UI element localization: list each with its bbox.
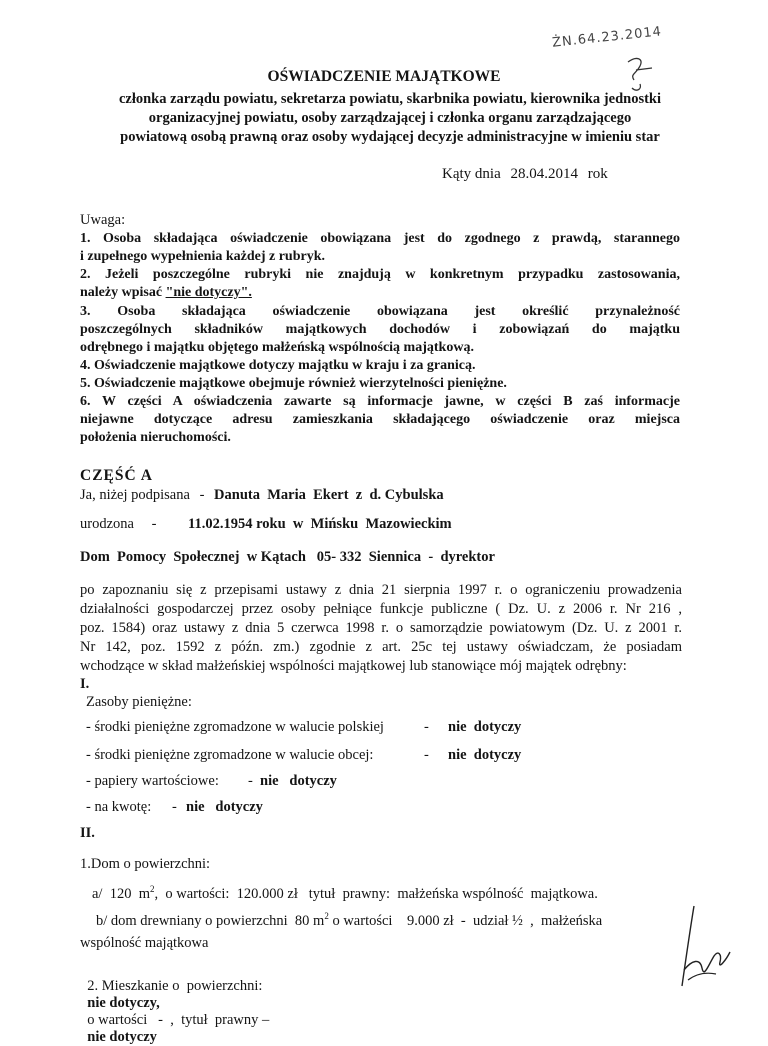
born-label: urodzona [80,516,134,532]
remark-line-8: 4. Oświadczenie majątkowe dotyczy majątku w kraju i za granicą. [80,358,476,373]
handwritten-reference-text: ŻN.64.23.2014 [551,24,663,51]
section-1-numeral: I. [80,676,90,692]
subtitle-line-2: organizacyjnej powiatu, osoby zarządzającej i członka organu zarządzającego [148,110,632,126]
flat-area: nie dotyczy, [87,995,160,1011]
securities-dash: - [248,773,253,789]
remark-quoted-phrase: "nie dotyczy". [165,285,252,300]
remark-line-11: niejawne dotyczące adresu zamieszkania składającego oświadczenie oraz miejsca [80,412,680,427]
amount-value: nie dotyczy [186,799,263,815]
remark-line-7: odrębnego i majątku objętego małżeńską wspólnością majątkową. [80,340,474,355]
amount-dash: - [172,799,177,815]
cash-pln-dash: - [424,719,429,735]
house-heading: 1.Dom o powierzchni: [80,856,211,872]
part-a-heading: CZĘŚĆ A [80,467,153,484]
signatory-dash: - [199,487,205,503]
section-1-heading: Zasoby pieniężne: [86,694,192,710]
house-b-prefix: b/ dom drewniany o powierzchni 80 m [96,912,325,929]
house-b-sup: 2 [324,911,329,921]
subtitle-line-1: członka zarządu powiatu, sekretarza powiatu, skarbnika powiatu, kierownika jednostki [118,91,662,107]
remark-line-2: i zupełnego wypełnienia każdej z rubryk. [80,249,326,264]
cash-foreign-value: nie dotyczy [448,747,522,763]
birth-line [80,516,452,533]
subtitle-line-3: powiatową osobą prawną oraz osoby wydającej decyzje administracyjne w imieniu star [120,129,660,145]
employment-line: Dom Pomocy Społecznej w Kątach 05- 332 Siennica - dyrektor [80,549,495,565]
intro-line-3: poz. 1584) oraz ustawy z dnia 5 czerwca 1998 r. o samorządzie powiatowym (Dz. U. z 2001 r. [80,620,682,636]
date-suffix: rok [587,166,608,182]
flat-title: nie dotyczy [87,1029,157,1045]
house-a-line [92,884,598,903]
intro-line-1: po zapoznaniu się z przepisami ustawy z dnia 21 sierpnia 1997 r. o ograniczeniu prowadzenia [80,582,682,598]
remark-line-4 [80,285,680,301]
document-date: 28.04.2014 [510,166,578,182]
remarks-heading: Uwaga: [80,212,126,228]
full-name: Danuta Maria Ekert z d. Cybulska [214,487,444,503]
remark-line-4-text: należy wpisać [80,285,163,300]
birth-date-place: 11.02.1954 roku w Mińsku Mazowieckim [188,516,452,532]
place-date [442,166,608,183]
remark-line-6: poszczególnych składników majątkowych dochodów i zobowiązań do majątku [80,322,680,337]
document-title: OŚWIADCZENIE MAJĄTKOWE [267,68,501,85]
cash-pln-value: nie dotyczy [448,719,522,735]
signed-prefix: Ja, niżej podpisana [80,487,190,503]
birth-dash: - [151,516,157,532]
intro-line-2: działalności gospodarczej przez osoby pełniące funkcje publiczne ( Dz. U. z 2006 r. Nr 216 , [80,601,682,617]
handwritten-reference [552,24,663,50]
house-b-line [96,911,602,930]
signatory-line [80,487,444,504]
remark-line-12: położenia nieruchomości. [80,430,231,445]
remark-line-3: 2. Jeżeli poszczególne rubryki nie znajdują w konkretnym przypadku zastosowania, [80,267,680,282]
remark-line-5: 3. Osoba składająca oświadczenie obowiązana jest określić przynależność [80,304,680,319]
house-a-sup: 2 [150,884,155,894]
cash-foreign-dash: - [424,747,429,763]
section-2-numeral: II. [80,825,95,841]
house-a-prefix: a/ 120 m [92,885,150,902]
securities-value: nie dotyczy [260,773,337,789]
intro-line-5: wchodzące w skład małżeńskiej wspólności majątkowej lub stanowiące mój majątek odrębny: [80,658,627,674]
securities-label: - papiery wartościowe: [86,773,219,789]
house-b-rest: o wartości 9.000 zł - udział ½ , małżeńska [328,912,603,929]
flat-value-label: o wartości - , tytuł prawny – [87,1012,270,1028]
house-a-rest: , o wartości: 120.000 zł tytuł prawny: małżeńska wspólność majątkowa. [154,885,598,902]
remark-line-10: 6. W części A oświadczenia zawarte są informacje jawne, w części B zaś informacje [80,394,680,409]
remark-line-9: 5. Oświadczenie majątkowe obejmuje również wierzytelności pieniężne. [80,376,507,391]
flat-line [80,961,269,1046]
cash-foreign-label: - środki pieniężne zgromadzone w walucie obcej: [86,747,374,763]
intro-line-4: Nr 142, poz. 1592 z późn. zm.) zgodnie z art. 25c tej ustawy oświadczam, że posiadam [80,639,682,655]
place-date-prefix: Kąty dnia [442,166,501,182]
cash-pln-label: - środki pieniężne zgromadzone w walucie polskiej [86,719,384,735]
house-b-continuation: wspólność majątkowa [80,935,209,951]
signature [676,900,736,990]
remark-line-1: 1. Osoba składająca oświadczenie obowiązana jest do zgodnego z prawdą, starannego [80,231,680,246]
flat-prefix: 2. Mieszkanie o powierzchni: [87,978,263,994]
amount-label: - na kwotę: [86,799,152,815]
